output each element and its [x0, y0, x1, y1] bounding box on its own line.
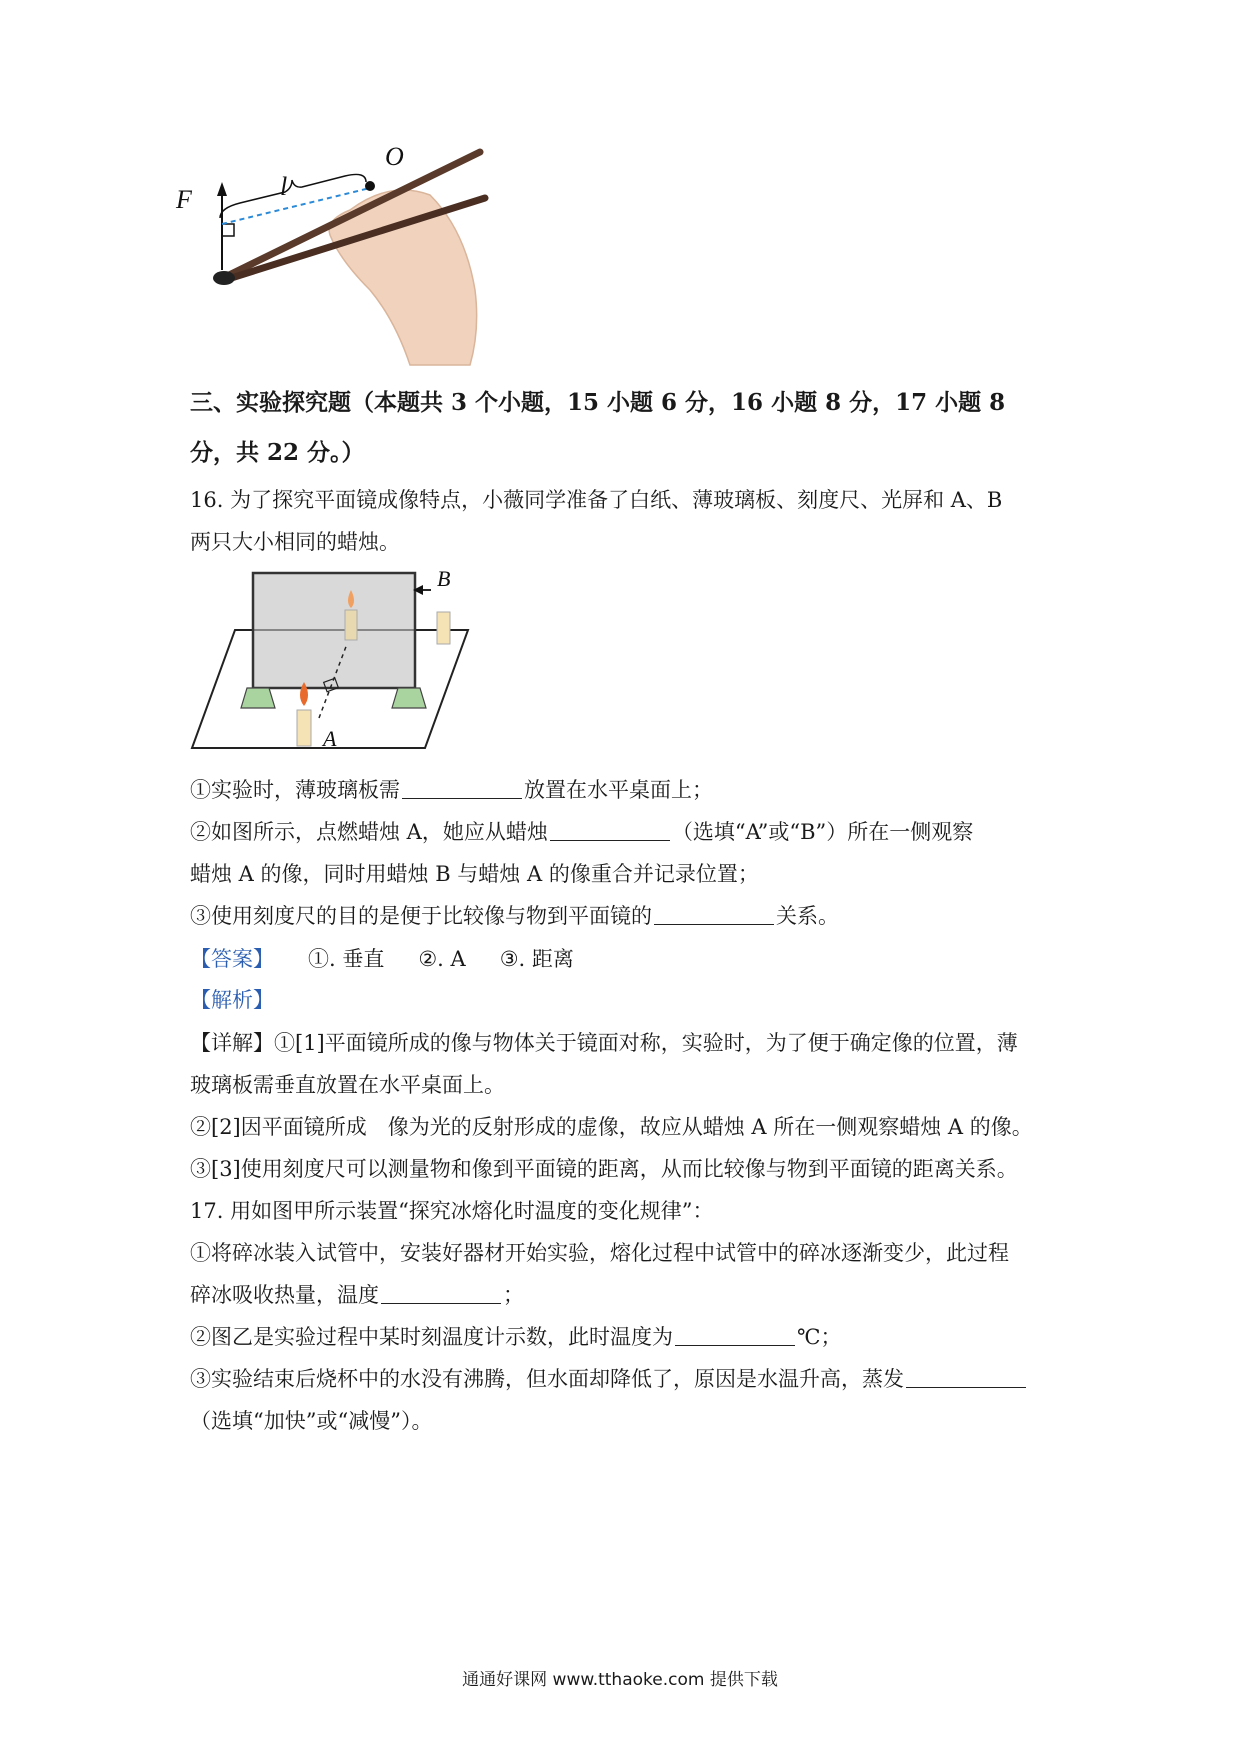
- answer-blank[interactable]: [402, 776, 522, 799]
- q17-part2-post: ℃；: [797, 1325, 842, 1349]
- q17-part1-cont: [190, 1280, 524, 1310]
- q16-part1-post: 放置在水平桌面上；: [524, 778, 713, 802]
- label-B: B: [437, 566, 451, 591]
- label-A: A: [323, 726, 337, 751]
- answer-item: ②. A: [418, 947, 466, 971]
- analysis-tag: 【解析】: [190, 988, 274, 1012]
- answer-blank[interactable]: [906, 1365, 1026, 1388]
- section-title: 三、实验探究题（本题共 3 个小题，15 小题 6 分，16 小题 8 分，17 小题 8: [190, 389, 1006, 416]
- q16-part2-post: （选填“A”或“B”）所在一侧观察: [671, 820, 974, 844]
- q16-detail-2: ②[2]因平面镜所成 像为光的反射形成的虚像，故应从蜡烛 A 所在一侧观察蜡烛 A 的像。: [190, 1115, 1033, 1139]
- label-l: l: [280, 172, 288, 201]
- answer-blank[interactable]: [654, 902, 774, 925]
- answer-blank[interactable]: [550, 818, 670, 841]
- q17-part1-pre: 碎冰吸收热量，温度: [190, 1283, 379, 1307]
- q17-part2: [190, 1322, 842, 1352]
- q16-part2-cont: 蜡烛 A 的像，同时用蜡烛 B 与蜡烛 A 的像重合并记录位置；: [190, 862, 759, 886]
- q17-part2-pre: ②图乙是实验过程中某时刻温度计示数，此时温度为: [190, 1325, 673, 1349]
- q16-part1-pre: ①实验时，薄玻璃板需: [190, 778, 400, 802]
- section-title-cont: 分，共 22 分。）: [190, 439, 365, 466]
- answer-blank[interactable]: [675, 1323, 795, 1346]
- q17-part3: [190, 1364, 1028, 1394]
- answer-blank[interactable]: [381, 1281, 501, 1304]
- q17-part1: ①将碎冰装入试管中，安装好器材开始实验，熔化过程中试管中的碎冰逐渐变少，此过程: [190, 1241, 1009, 1265]
- q17-part1-post: ；: [503, 1283, 524, 1307]
- q16-part3-pre: ③使用刻度尺的目的是便于比较像与物到平面镜的: [190, 904, 652, 928]
- q16-detail-cont: 玻璃板需垂直放置在水平桌面上。: [190, 1073, 505, 1097]
- q16-detail: 【详解】①[1]平面镜所成的像与物体关于镜面对称，实验时，为了便于确定像的位置，薄: [190, 1031, 1018, 1055]
- plane-mirror-figure: [185, 568, 475, 758]
- q16-stem-cont: 两只大小相同的蜡烛。: [190, 530, 400, 554]
- chopsticks-lever-figure: [176, 140, 520, 370]
- page-footer: 通通好课网 www.tthaoke.com 提供下载: [462, 1670, 778, 1690]
- label-O: O: [385, 142, 404, 171]
- q16-stem: 16. 为了探究平面镜成像特点，小薇同学准备了白纸、薄玻璃板、刻度尺、光屏和 A、B: [190, 488, 1003, 512]
- answer-item: ③. 距离: [499, 947, 574, 971]
- q17-stem: 17. 用如图甲所示装置“探究冰熔化时温度的变化规律”：: [190, 1199, 714, 1223]
- answer-item: ①. 垂直: [308, 947, 385, 971]
- q16-part3: [190, 901, 839, 931]
- q16-part1: [190, 775, 713, 805]
- label-F: F: [176, 185, 192, 214]
- q16-part2-pre: ②如图所示，点燃蜡烛 A，她应从蜡烛: [190, 820, 548, 844]
- answer-tag: 【答案】: [190, 947, 274, 971]
- q16-answer: [190, 944, 574, 974]
- q16-detail-3: ③[3]使用刻度尺可以测量物和像到平面镜的距离，从而比较像与物到平面镜的距离关系。: [190, 1157, 1018, 1181]
- q16-part2: [190, 817, 973, 847]
- q17-part3-cont: （选填“加快”或“减慢”）。: [190, 1409, 433, 1433]
- q16-part3-post: 关系。: [776, 904, 839, 928]
- q17-part3-pre: ③实验结束后烧杯中的水没有沸腾，但水面却降低了，原因是水温升高，蒸发: [190, 1367, 904, 1391]
